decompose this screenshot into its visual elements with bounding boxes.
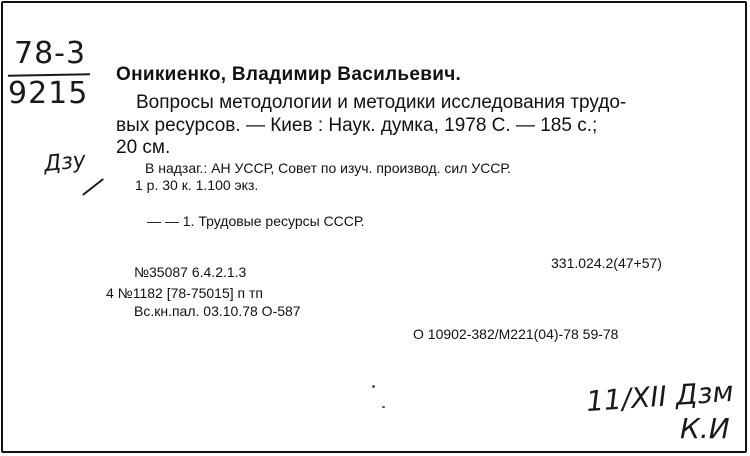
- note-line-2: 1 р. 30 к. 1.100 экз.: [135, 177, 259, 193]
- catalog-code-1: №35087 6.4.2.1.3: [134, 264, 247, 280]
- catalog-code-3: Вс.кн.пал. 03.10.78 О-587: [134, 303, 301, 319]
- paper-speck: [372, 385, 375, 388]
- handwritten-margin-stroke: [82, 178, 104, 196]
- subject-entry: — — 1. Трудовые ресурсы СССР.: [147, 213, 365, 229]
- title-line-2: вых ресурсов. — Киев : Наук. думка, 1978 С. — 185 с.;: [116, 115, 598, 136]
- note-line-1: В надзаг.: АН УССР, Совет по изуч. производ. сил УССР.: [145, 160, 511, 176]
- title-line-1: Вопросы методологии и методики исследования трудо-: [136, 92, 627, 113]
- handwritten-initials: К.И: [680, 412, 730, 445]
- udc-classification: 331.024.2(47+57): [551, 255, 662, 271]
- author-heading: Оникиенко, Владимир Васильевич.: [116, 64, 462, 85]
- shelfmark-top: 78-3: [14, 36, 87, 71]
- handwritten-margin-mark: Дзу: [42, 147, 88, 178]
- shelfmark-bottom: 9215: [8, 76, 89, 111]
- paper-speck: [382, 406, 385, 408]
- catalog-code-2: 4 №1182 [78-75015] п тп: [106, 285, 263, 301]
- publisher-code: О 10902-382/М221(04)-78 59-78: [413, 326, 619, 342]
- title-line-3: 20 см.: [116, 137, 171, 158]
- handwritten-date-mark: 11/XII Дзм: [585, 374, 735, 419]
